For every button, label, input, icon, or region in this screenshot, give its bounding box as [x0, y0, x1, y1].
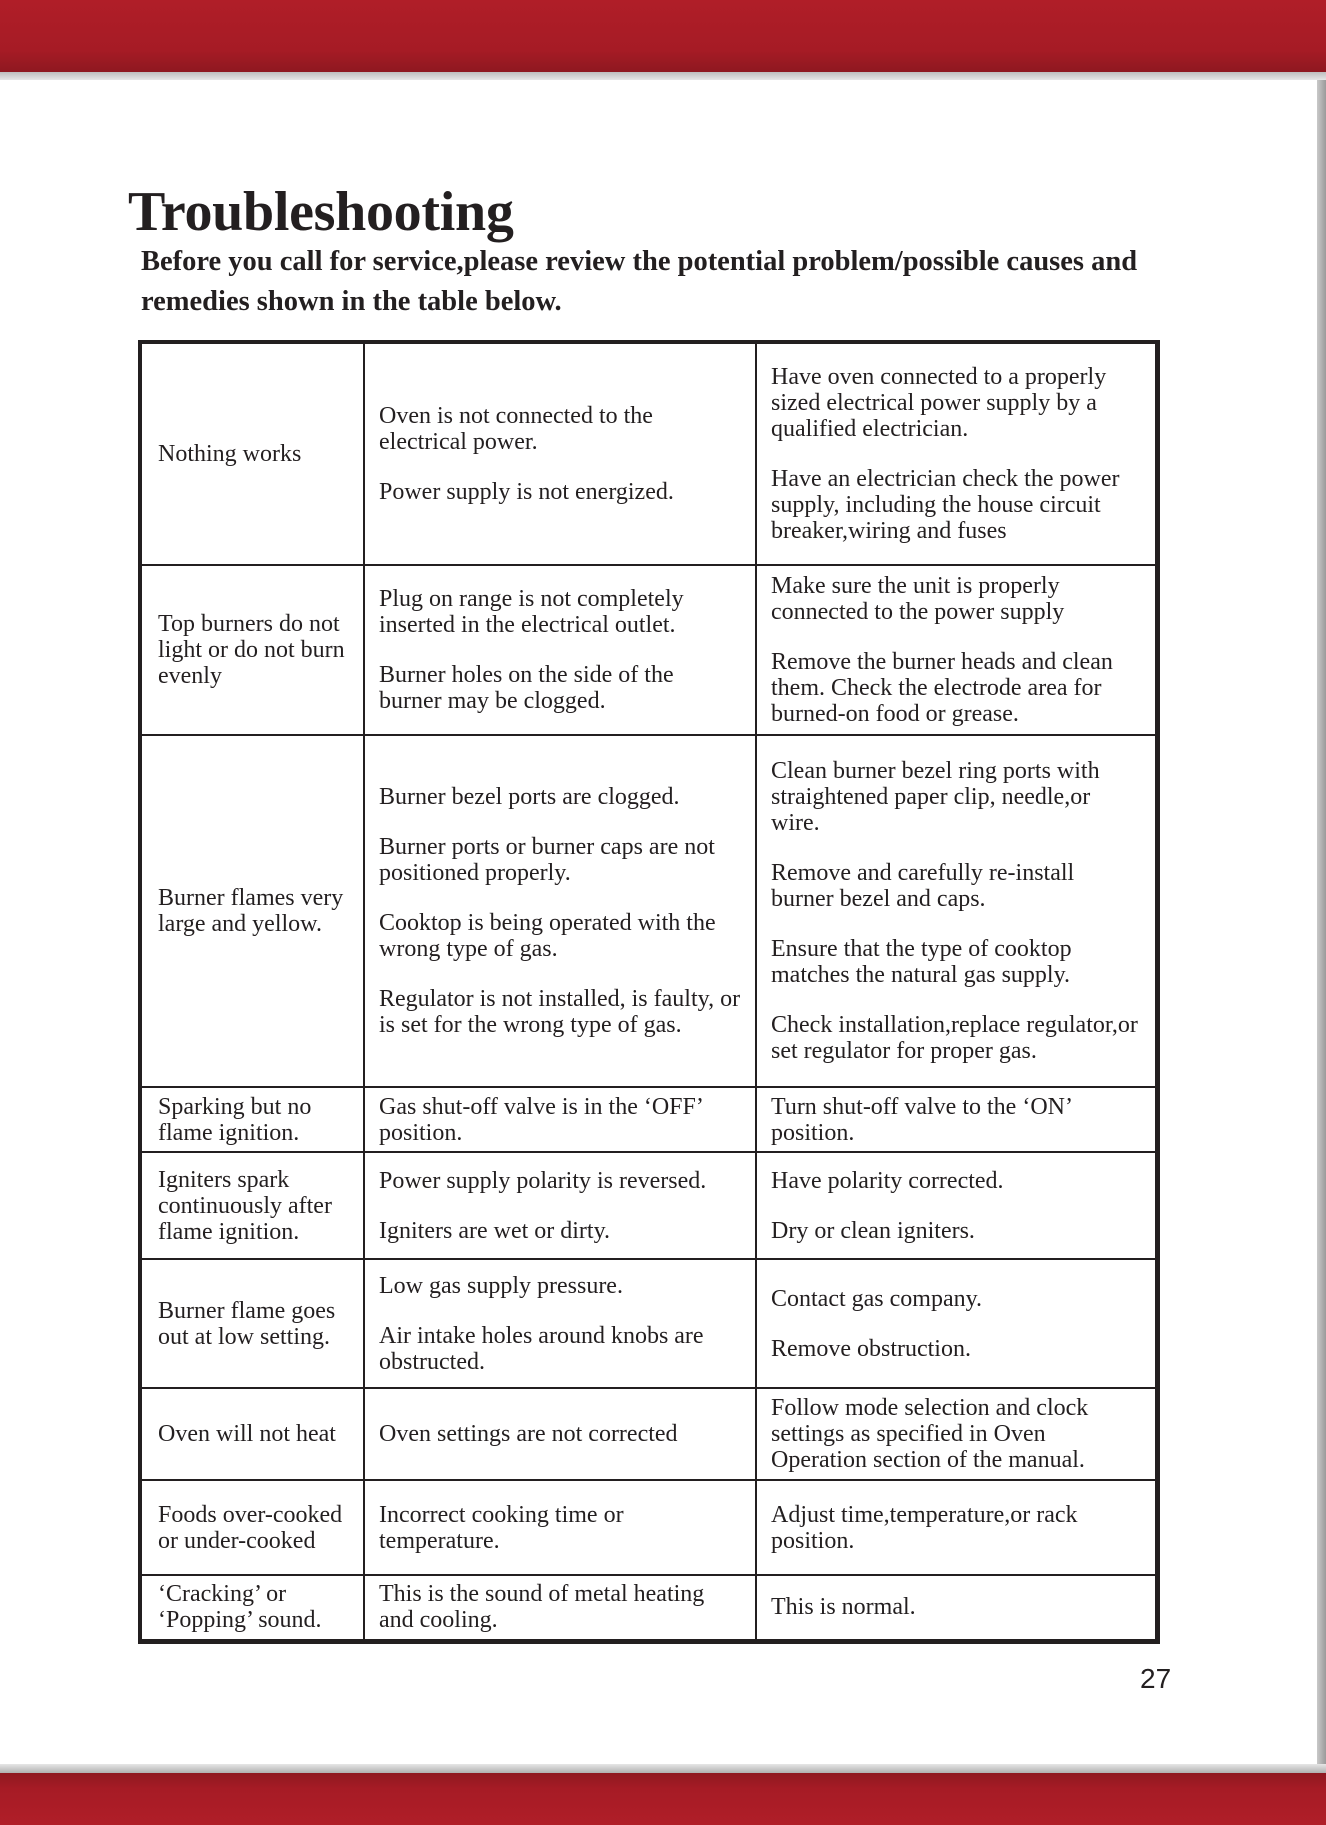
cause-cell — [364, 1388, 756, 1480]
remedy-item: Remove and carefully re-install burner bezel and caps. — [771, 860, 1075, 912]
cause-item: Burner ports or burner caps are not positioned properly. — [379, 834, 715, 886]
troubleshooting-table — [138, 340, 1160, 1644]
cause-item: Plug on range is not completely inserted in the electrical outlet. — [379, 586, 684, 638]
problem-cell: ‘Cracking’ or ‘Popping’ sound. — [140, 1575, 364, 1641]
remedy-cell — [756, 1259, 1157, 1388]
remedy-item: Remove obstruction. — [771, 1335, 971, 1362]
page-title: Troubleshooting — [128, 181, 514, 243]
remedy-cell — [756, 1388, 1157, 1480]
top-red-band — [0, 0, 1326, 72]
table-row — [140, 1087, 1157, 1152]
cause-cell — [364, 342, 756, 565]
remedy-cell — [756, 735, 1157, 1087]
cause-cell — [364, 1480, 756, 1575]
remedy-cell — [756, 342, 1157, 565]
remedy-item: Follow mode selection and clock settings as specified in Oven Operation section of the manual. — [771, 1395, 1089, 1473]
cause-cell — [364, 735, 756, 1087]
remedy-item: Turn shut-off valve to the ‘ON’ position. — [771, 1093, 1072, 1146]
remedy-item: This is normal. — [771, 1594, 916, 1621]
cause-cell — [364, 565, 756, 735]
table-row — [140, 565, 1157, 735]
table-row — [140, 1575, 1157, 1641]
remedy-item: Adjust time,temperature,or rack position. — [771, 1501, 1078, 1554]
problem-cell: Sparking but no flame ignition. — [140, 1087, 364, 1152]
bottom-red-band — [0, 1773, 1326, 1825]
cause-item: Power supply is not energized. — [379, 479, 674, 505]
bottom-gray-rule — [0, 1764, 1326, 1773]
table-row — [140, 735, 1157, 1087]
cause-item: Low gas supply pressure. — [379, 1272, 623, 1299]
remedy-item: Have polarity corrected. — [771, 1167, 1004, 1194]
cause-cell — [364, 1575, 756, 1641]
cause-cell — [364, 1152, 756, 1259]
cause-item: This is the sound of metal heating and cooling. — [379, 1581, 705, 1634]
remedy-item: Dry or clean igniters. — [771, 1217, 975, 1244]
table-row — [140, 342, 1157, 565]
cause-cell — [364, 1259, 756, 1388]
problem-cell: Foods over-cooked or under-cooked — [140, 1480, 364, 1575]
remedy-item: Make sure the unit is properly connected to the power supply — [771, 573, 1065, 625]
remedy-cell — [756, 1575, 1157, 1641]
cause-item: Burner holes on the side of the burner may be clogged. — [379, 662, 674, 714]
remedy-item: Clean burner bezel ring ports with straightened paper clip, needle,or wire. — [771, 758, 1100, 836]
cause-item: Oven settings are not corrected — [379, 1421, 678, 1447]
cause-item: Gas shut-off valve is in the ‘OFF’ position. — [379, 1093, 703, 1146]
cause-item: Power supply polarity is reversed. — [379, 1167, 707, 1194]
remedy-item: Have an electrician check the power supply, including the house circuit breaker,wiring and fuses — [771, 466, 1120, 544]
intro-text: Before you call for service,please review the potential problem/possible causes and remedies shown in the table below. — [141, 246, 1138, 317]
problem-cell: Burner flames very large and yellow. — [140, 735, 364, 1087]
problem-cell: Igniters spark continuously after flame ignition. — [140, 1152, 364, 1259]
remedy-cell — [756, 1087, 1157, 1152]
cause-item: Burner bezel ports are clogged. — [379, 784, 680, 810]
table-row — [140, 1388, 1157, 1480]
remedy-item: Contact gas company. — [771, 1285, 983, 1312]
remedy-cell — [756, 1480, 1157, 1575]
problem-cell: Oven will not heat — [140, 1388, 364, 1480]
cause-item: Incorrect cooking time or temperature. — [379, 1501, 624, 1554]
cause-item: Air intake holes around knobs are obstructed. — [379, 1322, 704, 1375]
remedy-item: Remove the burner heads and clean them. Check the electrode area for burned-on food or grease. — [771, 649, 1113, 727]
table-row — [140, 1259, 1157, 1388]
top-gray-rule — [0, 72, 1326, 80]
page-number: 27 — [1140, 1663, 1172, 1694]
problem-cell: Nothing works — [140, 342, 364, 565]
cause-item: Regulator is not installed, is faulty, or is set for the wrong type of gas. — [379, 986, 741, 1038]
remedy-cell — [756, 1152, 1157, 1259]
remedy-cell — [756, 565, 1157, 735]
table-row — [140, 1152, 1157, 1259]
remedy-item: Check installation,replace regulator,or set regulator for proper gas. — [771, 1012, 1138, 1064]
cause-item: Oven is not connected to the electrical power. — [379, 403, 653, 455]
cause-cell — [364, 1087, 756, 1152]
problem-cell: Top burners do not light or do not burn evenly — [140, 565, 364, 735]
remedy-item: Have oven connected to a properly sized electrical power supply by a qualified electrician. — [771, 364, 1107, 442]
table-row — [140, 1480, 1157, 1575]
right-edge-stripe — [1317, 80, 1326, 1765]
problem-cell: Burner flame goes out at low setting. — [140, 1259, 364, 1388]
cause-item: Cooktop is being operated with the wrong type of gas. — [379, 910, 716, 962]
remedy-item: Ensure that the type of cooktop matches the natural gas supply. — [771, 936, 1072, 988]
cause-item: Igniters are wet or dirty. — [379, 1217, 611, 1244]
